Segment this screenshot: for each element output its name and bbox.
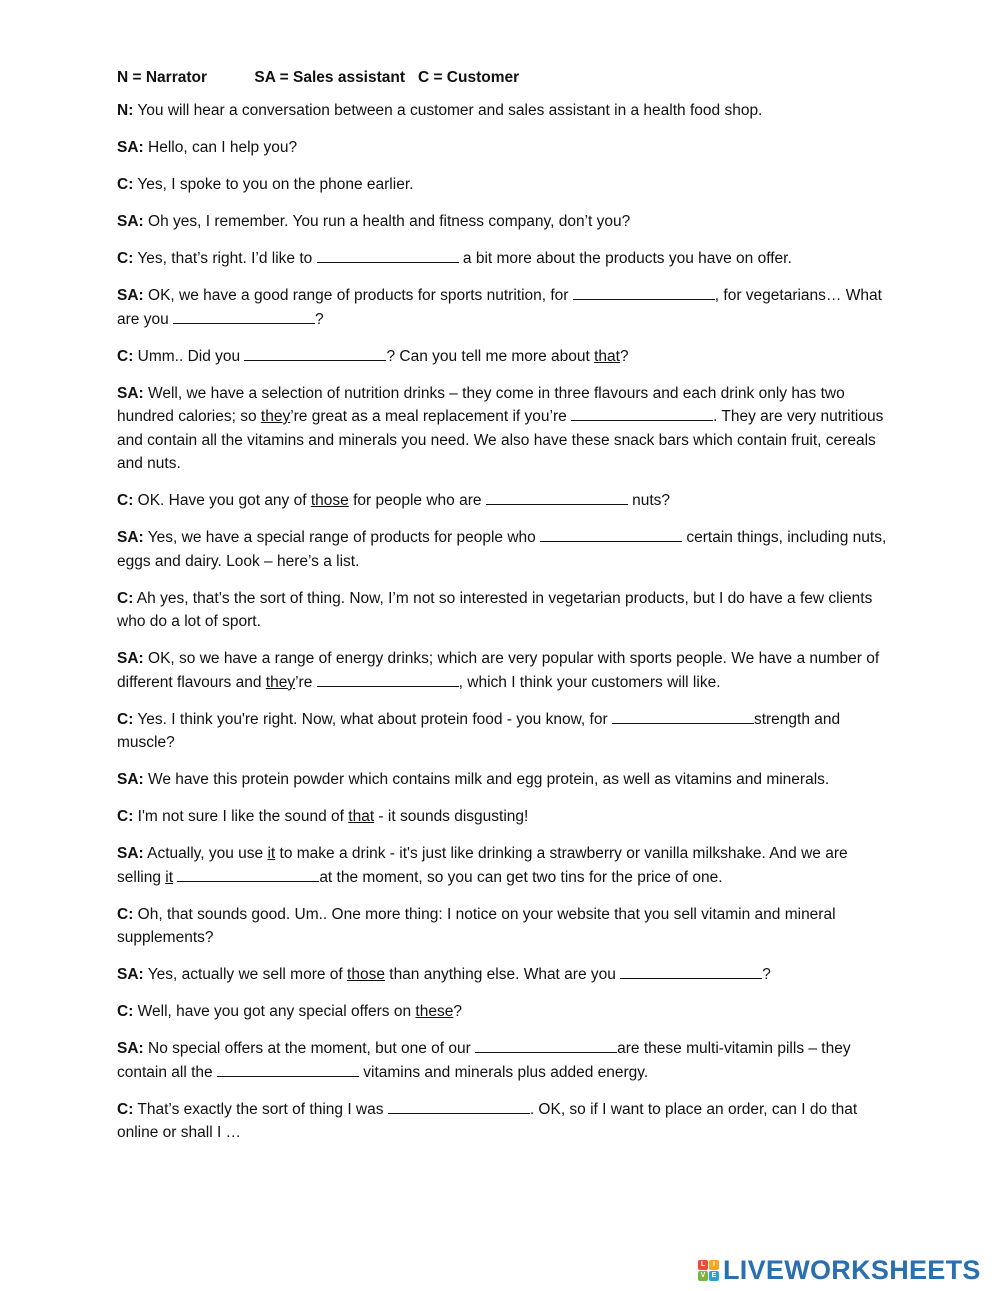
dialogue-text: than anything else. What are you xyxy=(384,966,621,983)
underlined-reference: it xyxy=(165,868,173,886)
dialogue-text: ’re great as a meal replacement if you’re xyxy=(290,408,572,425)
dialogue-text: Yes. I think you're right. Now, what about protein food - you know, for xyxy=(133,710,612,728)
dialogue-text: nuts? xyxy=(627,492,671,509)
dialogue-text: Hello, can I help you? xyxy=(143,139,298,156)
underlined-reference: those xyxy=(310,492,349,509)
answer-blank[interactable] xyxy=(573,285,715,300)
dialogue-line xyxy=(117,903,887,950)
speaker-label: C: xyxy=(117,250,134,267)
underlined-reference: those xyxy=(347,966,385,983)
speaker-label: C: xyxy=(117,589,134,607)
dialogue-text: at the moment, so you can get two tins for the price of one. xyxy=(319,868,723,886)
dialogue xyxy=(117,99,887,1145)
answer-blank[interactable] xyxy=(244,346,386,361)
dialogue-text: Yes, actually we sell more of xyxy=(143,966,348,983)
speaker-label: SA: xyxy=(117,845,144,862)
dialogue-text: Oh, that sounds good. Um.. One more thing: I notice on your website that you sell vitamin and mineral supplements? xyxy=(117,905,836,946)
dialogue-line xyxy=(117,136,887,160)
dialogue-text: That’s exactly the sort of thing I was xyxy=(133,1100,388,1118)
dialogue-text: certain things, including nuts, eggs and dairy. Look – here’s a list. xyxy=(117,529,887,570)
dialogue-text: , for vegetarians… What are you xyxy=(117,287,882,328)
dialogue-line xyxy=(117,587,887,634)
dialogue-text: No special offers at the moment, but one of our xyxy=(143,1040,476,1057)
dialogue-text: ? Can you tell me more about xyxy=(386,347,595,365)
dialogue-line xyxy=(117,842,887,889)
dialogue-text: Umm.. Did you xyxy=(133,347,245,365)
dialogue-text: Ah yes, that’s the sort of thing. Now, I’m not so interested in vegetarian products, but I do have a few clients who do a lot of sport. xyxy=(117,589,873,630)
dialogue-text: You will hear a conversation between a customer and sales assistant in a health food shop. xyxy=(133,102,763,119)
answer-blank[interactable] xyxy=(540,527,682,542)
dialogue-line xyxy=(117,247,887,271)
dialogue-text: ? xyxy=(315,310,324,328)
liveworksheets-logo xyxy=(698,1255,981,1285)
speaker-label: SA: xyxy=(117,384,144,402)
answer-blank[interactable] xyxy=(173,309,315,324)
speaker-label: N: xyxy=(117,102,134,119)
speaker-label: SA: xyxy=(117,1040,144,1057)
underlined-reference: these xyxy=(415,1003,454,1020)
dialogue-text: . They are very nutritious and contain all the vitamins and minerals you need. We also have these snack bars which contain fruit, cereals and nuts. xyxy=(117,408,884,472)
underlined-reference: that xyxy=(348,808,375,825)
underlined-reference: it xyxy=(267,845,276,862)
dialogue-text: Well, have you got any special offers on xyxy=(133,1003,416,1020)
answer-blank[interactable] xyxy=(388,1099,530,1114)
dialogue-text: , which I think your customers will like. xyxy=(458,673,721,691)
speaker-label: SA: xyxy=(117,529,144,546)
speaker-label: C: xyxy=(117,710,134,728)
logo-mark-icon xyxy=(698,1260,719,1281)
answer-blank[interactable] xyxy=(217,1062,359,1077)
dialogue-line xyxy=(117,99,887,123)
speaker-label: SA: xyxy=(117,213,144,230)
worksheet-page xyxy=(117,66,887,1158)
dialogue-text: ’re xyxy=(295,673,317,691)
dialogue-text: Yes, that’s right. I’d like to xyxy=(133,250,317,267)
brand-name: LIVEWORKSHEETS xyxy=(723,1254,981,1285)
speaker-label: SA: xyxy=(117,771,144,788)
dialogue-text: Yes, I spoke to you on the phone earlier. xyxy=(133,176,414,193)
dialogue-line xyxy=(117,284,887,331)
dialogue-text: I'm not sure I like the sound of xyxy=(133,808,349,825)
dialogue-line xyxy=(117,345,887,369)
speaker-label: SA: xyxy=(117,650,144,667)
speaker-legend: N = Narrator SA = Sales assistant C = Customer xyxy=(117,69,520,86)
answer-blank[interactable] xyxy=(317,672,459,687)
underlined-reference: they xyxy=(265,673,296,691)
dialogue-line xyxy=(117,963,887,987)
dialogue-text: strength and muscle? xyxy=(117,710,841,751)
answer-blank[interactable] xyxy=(475,1038,617,1053)
dialogue-text: OK, we have a good range of products for sports nutrition, for xyxy=(143,287,573,304)
dialogue-text: a bit more about the products you have on offer. xyxy=(458,250,792,267)
dialogue-line xyxy=(117,382,887,476)
dialogue-text: Yes, we have a special range of products for people who xyxy=(143,529,541,546)
dialogue-line xyxy=(117,526,887,573)
dialogue-line xyxy=(117,1000,887,1024)
speaker-label: C: xyxy=(117,1003,134,1020)
logo-square: L xyxy=(698,1260,708,1270)
dialogue-line xyxy=(117,210,887,234)
speaker-label: C: xyxy=(117,176,134,193)
speaker-label: C: xyxy=(117,492,134,509)
dialogue-line xyxy=(117,173,887,197)
dialogue-text: for people who are xyxy=(348,492,486,509)
underlined-reference: that xyxy=(594,347,620,365)
dialogue-text: are these multi-vitamin pills – they contain all the xyxy=(117,1040,851,1081)
dialogue-line xyxy=(117,708,887,755)
dialogue-text: . OK, so if I want to place an order, can I do that online or shall I … xyxy=(117,1100,858,1141)
answer-blank[interactable] xyxy=(612,709,754,724)
logo-square: I xyxy=(709,1260,719,1270)
dialogue-text: OK, so we have a range of energy drinks; which are very popular with sports people. We have a number of different flavours and xyxy=(117,650,880,691)
dialogue-text: Well, we have a selection of nutrition drinks – they come in three flavours and each drink only has two hundred calories; so xyxy=(117,384,845,425)
dialogue-text: We have this protein powder which contains milk and egg protein, as well as vitamins and minerals. xyxy=(143,771,830,788)
logo-square: E xyxy=(709,1271,719,1281)
speaker-label: C: xyxy=(117,347,134,365)
dialogue-text: ? xyxy=(762,966,771,983)
answer-blank[interactable] xyxy=(620,964,762,979)
dialogue-line xyxy=(117,489,887,513)
dialogue-text: Oh yes, I remember. You run a health and fitness company, don’t you? xyxy=(143,213,631,230)
underlined-reference: they xyxy=(260,408,291,425)
dialogue-text: vitamins and minerals plus added energy. xyxy=(358,1063,649,1081)
speaker-label: SA: xyxy=(117,287,144,304)
logo-square: V xyxy=(698,1271,708,1281)
answer-blank[interactable] xyxy=(571,406,713,421)
speaker-label: C: xyxy=(117,808,134,825)
dialogue-text: to make a drink - it's just like drinking a strawberry or vanilla milkshake. And we are selling xyxy=(117,845,848,886)
dialogue-line xyxy=(117,647,887,694)
speaker-label: SA: xyxy=(117,966,144,983)
dialogue-line xyxy=(117,805,887,829)
dialogue-text: Actually, you use xyxy=(143,845,268,862)
dialogue-text: OK. Have you got any of xyxy=(133,492,311,509)
speaker-label: C: xyxy=(117,1100,134,1118)
dialogue-text: - it sounds disgusting! xyxy=(374,808,529,825)
answer-blank[interactable] xyxy=(317,248,459,263)
answer-blank[interactable] xyxy=(486,490,628,505)
dialogue-line xyxy=(117,1098,887,1145)
dialogue-text: ? xyxy=(453,1003,462,1020)
dialogue-line xyxy=(117,768,887,792)
answer-blank[interactable] xyxy=(177,867,319,882)
speaker-label: SA: xyxy=(117,139,144,156)
dialogue-text: ? xyxy=(619,347,629,365)
speaker-label: C: xyxy=(117,905,134,923)
dialogue-line xyxy=(117,1037,887,1084)
